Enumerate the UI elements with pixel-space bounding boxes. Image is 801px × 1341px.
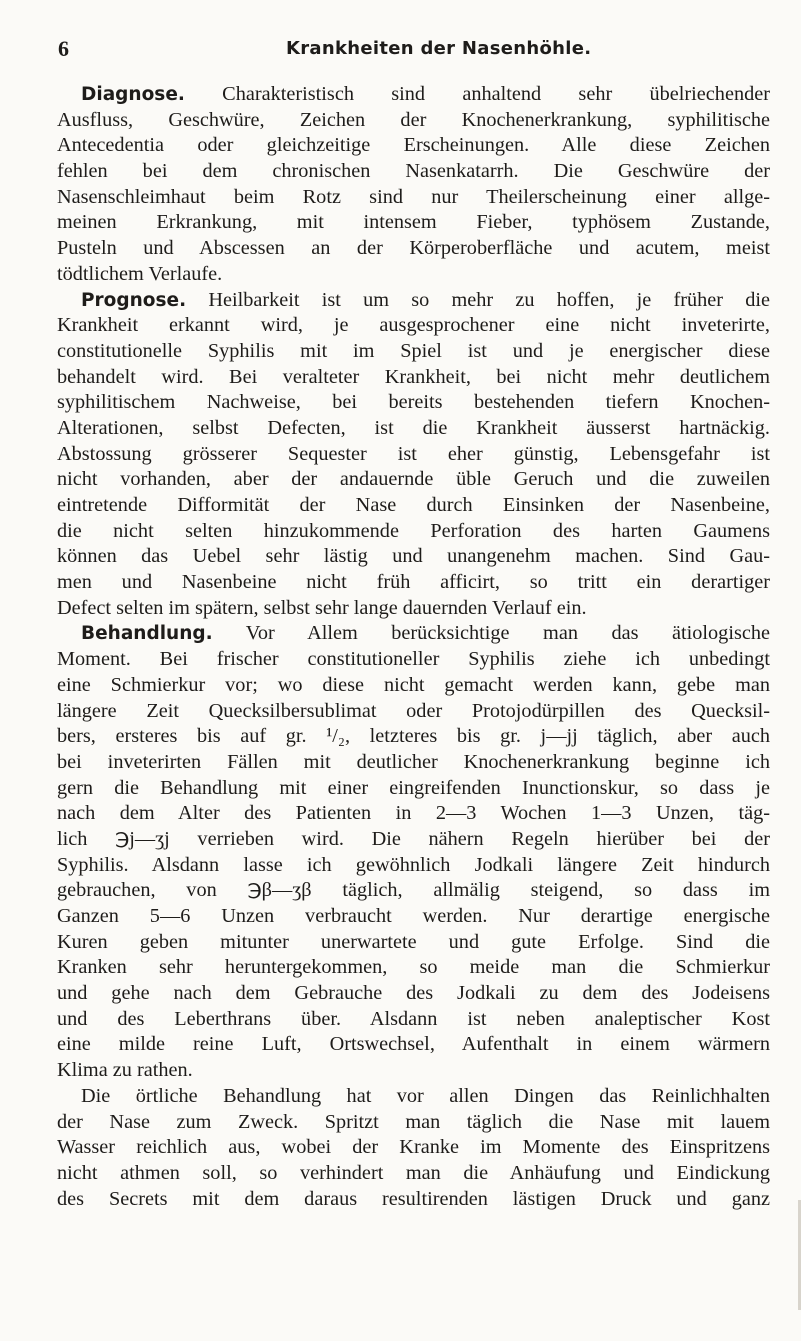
line-text: Wasser reichlich aus, wobei der Kranke im Momente des Einspritzens xyxy=(57,1136,770,1159)
line-text: Alterationen, selbst Defecten, ist die Krankheit äusserst hartnäckig. xyxy=(57,416,770,439)
line-text: Ausfluss, Geschwüre, Zeichen der Knochenerkrankung, syphilitische xyxy=(57,108,770,131)
line-text: bers, ersteres bis auf gr. ¹/₂, letzteres bis gr. j—jj täglich, aber auch xyxy=(57,725,770,748)
text-line xyxy=(57,801,770,827)
line-text: können das Uebel sehr lästig und unangenehm machen. Sind Gau- xyxy=(57,545,770,568)
text-line xyxy=(57,390,770,416)
running-title: Krankheiten der Nasenhöhle. xyxy=(286,38,592,59)
text-line xyxy=(57,955,770,981)
text-line xyxy=(57,339,770,365)
line-text: Die örtliche Behandlung hat vor allen Dingen das Reinlichhalten xyxy=(81,1084,770,1107)
text-line xyxy=(57,1135,770,1161)
text-line xyxy=(57,930,770,956)
text-line xyxy=(57,776,770,802)
text-line xyxy=(57,133,770,159)
running-head xyxy=(58,36,788,66)
text-line xyxy=(57,724,770,750)
text-line xyxy=(57,1084,770,1110)
line-text: Defect selten im spätern, selbst sehr lange dauernden Verlauf ein. xyxy=(57,596,587,619)
text-line xyxy=(57,313,770,339)
text-line xyxy=(57,699,770,725)
text-line xyxy=(57,416,770,442)
text-line xyxy=(57,159,770,185)
text-line xyxy=(57,878,770,904)
text-line xyxy=(57,904,770,930)
line-text: gebrauchen, von ℈β—ʒβ täglich, allmälig steigend, so dass im xyxy=(57,879,770,902)
body-text xyxy=(57,82,770,1212)
line-text: syphilitischem Nachweise, bei bereits bestehenden tiefern Knochen- xyxy=(57,391,770,414)
line-text: Moment. Bei frischer constitutioneller Syphilis ziehe ich unbedingt xyxy=(57,648,770,671)
line-text: die nicht selten hinzukommende Perforation des harten Gaumens xyxy=(57,519,770,542)
line-text: Pusteln und Abscessen an der Körperoberfläche und acutem, meist xyxy=(57,237,770,260)
line-text: Vor Allem berücksichtige man das ätiologische xyxy=(212,622,770,645)
line-text: Kranken sehr heruntergekommen, so meide man die Schmierkur xyxy=(57,956,770,979)
text-line xyxy=(57,82,770,108)
line-text: meinen Erkrankung, mit intensem Fieber, typhösem Zustande, xyxy=(57,211,770,234)
text-line xyxy=(57,853,770,879)
text-line xyxy=(57,236,770,262)
text-line xyxy=(57,1187,770,1213)
section-heading: Prognose. xyxy=(81,289,187,311)
text-line xyxy=(57,750,770,776)
line-text: Nasenschleimhaut beim Rotz sind nur Theilerscheinung einer allge- xyxy=(57,185,770,208)
text-line xyxy=(57,570,770,596)
text-line xyxy=(57,519,770,545)
line-text: des Secrets mit dem daraus resultirenden lästigen Druck und ganz xyxy=(57,1187,770,1210)
line-text: Krankheit erkannt wird, je ausgesprochener eine nicht inveterirte, xyxy=(57,314,770,337)
text-line xyxy=(57,621,770,647)
section-heading: Diagnose. xyxy=(81,84,185,105)
line-text: men und Nasenbeine nicht früh afficirt, so tritt ein derartiger xyxy=(57,571,770,594)
line-text: eine milde reine Luft, Ortswechsel, Aufenthalt in einem wärmern xyxy=(57,1033,770,1056)
text-line xyxy=(57,827,770,853)
text-line xyxy=(57,981,770,1007)
line-text: Ganzen 5—6 Unzen verbraucht werden. Nur derartige energische xyxy=(57,905,770,927)
line-text: constitutionelle Syphilis mit im Spiel ist und je energischer diese xyxy=(57,339,770,362)
line-text: nicht athmen soll, so verhindert man die Anhäufung und Eindickung xyxy=(57,1161,770,1184)
section-heading: Behandlung. xyxy=(81,623,213,645)
line-text: nach dem Alter des Patienten in 2—3 Wochen 1—3 Unzen, täg- xyxy=(57,802,770,825)
line-text: und des Leberthrans über. Alsdann ist neben analeptischer Kost xyxy=(57,1007,770,1030)
line-text: eine Schmierkur vor; wo diese nicht gemacht werden kann, gebe man xyxy=(57,673,770,696)
line-text: tödtlichem Verlaufe. xyxy=(57,262,223,285)
text-line xyxy=(57,1161,770,1187)
line-text: Syphilis. Alsdann lasse ich gewöhnlich Jodkali längere Zeit hindurch xyxy=(57,853,770,876)
text-line xyxy=(57,108,770,134)
line-text: Antecedentia oder gleichzeitige Erscheinungen. Alle diese Zeichen xyxy=(57,134,770,157)
text-line xyxy=(57,1058,770,1084)
text-line xyxy=(57,673,770,699)
line-text: Klima zu rathen. xyxy=(57,1059,193,1082)
text-line xyxy=(57,1110,770,1136)
text-line xyxy=(57,596,770,622)
text-line xyxy=(57,442,770,468)
line-text: Heilbarkeit ist um so mehr zu hoffen, je früher die xyxy=(186,288,770,311)
line-text: längere Zeit Quecksilbersublimat oder Protojodürpillen des Quecksil- xyxy=(57,699,770,722)
text-line xyxy=(57,493,770,519)
line-text: Abstossung grösserer Sequester ist eher günstig, Lebensgefahr ist xyxy=(57,442,770,465)
text-line xyxy=(57,1007,770,1033)
text-line xyxy=(57,647,770,673)
line-text: Charakteristisch sind anhaltend sehr übelriechender xyxy=(184,83,770,105)
text-line xyxy=(57,210,770,236)
text-line xyxy=(57,185,770,211)
text-line xyxy=(57,288,770,314)
line-text: lich ℈j—ʒj verrieben wird. Die nähern Regeln hierüber bei der xyxy=(57,827,770,850)
text-line xyxy=(57,544,770,570)
line-text: und gehe nach dem Gebrauche des Jodkali zu dem des Jodeisens xyxy=(57,982,770,1005)
line-text: bei inveterirten Fällen mit deutlicher Knochenerkrankung beginne ich xyxy=(57,750,770,773)
line-text: nicht vorhanden, aber der andauernde üble Geruch und die zuweilen xyxy=(57,468,770,491)
line-text: Kuren geben mitunter unerwartete und gute Erfolge. Sind die xyxy=(57,930,770,953)
line-text: der Nase zum Zweck. Spritzt man täglich die Nase mit lauem xyxy=(57,1110,770,1133)
text-line xyxy=(57,467,770,493)
text-line xyxy=(57,262,770,288)
line-text: gern die Behandlung mit einer eingreifenden Inunctionskur, so dass je xyxy=(57,776,770,799)
text-line xyxy=(57,1032,770,1058)
text-line xyxy=(57,365,770,391)
page-number: 6 xyxy=(58,36,70,61)
line-text: behandelt wird. Bei veralteter Krankheit, bei nicht mehr deutlichem xyxy=(57,365,770,388)
line-text: eintretende Difformität der Nase durch Einsinken der Nasenbeine, xyxy=(57,494,770,516)
line-text: fehlen bei dem chronischen Nasenkatarrh. Die Geschwüre der xyxy=(57,160,770,183)
